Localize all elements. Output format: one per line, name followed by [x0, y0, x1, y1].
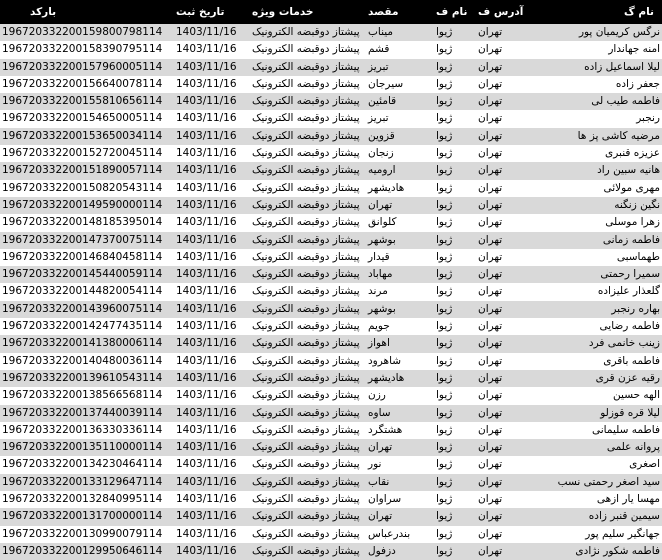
- cell-destination[interactable]: قیدار: [368, 250, 390, 263]
- cell-date[interactable]: 1403/11/16: [176, 112, 237, 125]
- cell-date[interactable]: 1403/11/16: [176, 129, 237, 142]
- cell-service[interactable]: پیشتاز دوقبضه الکترونیک: [252, 406, 360, 419]
- cell-barcode[interactable]: 196720332200140480036114: [2, 354, 163, 367]
- cell-destination[interactable]: مهاباد: [368, 268, 393, 281]
- cell-destination[interactable]: تهران: [368, 441, 393, 454]
- cell-service[interactable]: پیشتاز دوقبضه الکترونیک: [252, 441, 360, 454]
- cell-service[interactable]: پیشتاز دوقبضه الکترونیک: [252, 164, 360, 177]
- cell-address[interactable]: تهران: [478, 268, 503, 281]
- cell-name[interactable]: رقیه عزن قری: [595, 371, 660, 384]
- cell-date[interactable]: 1403/11/16: [176, 475, 237, 488]
- cell-barcode[interactable]: 196720332200144820054114: [2, 285, 163, 298]
- table-row[interactable]: [0, 76, 662, 93]
- cell-service[interactable]: پیشتاز دوقبضه الکترونیک: [252, 112, 360, 125]
- cell-service[interactable]: پیشتاز دوقبضه الکترونیک: [252, 233, 360, 246]
- cell-barcode[interactable]: 196720332200151890057114: [2, 164, 163, 177]
- table-row[interactable]: [0, 526, 662, 543]
- cell-destination[interactable]: دزفول: [368, 544, 396, 557]
- cell-name[interactable]: فاطمه شکور نژادی: [575, 544, 660, 557]
- cell-address[interactable]: تهران: [478, 26, 503, 38]
- table-row[interactable]: [0, 249, 662, 266]
- table-row[interactable]: [0, 422, 662, 439]
- cell-name[interactable]: پروانه علمی: [606, 441, 660, 454]
- cell-name[interactable]: فاطمه رضایی: [599, 320, 660, 333]
- cell-address[interactable]: تهران: [478, 95, 503, 108]
- cell-address[interactable]: تهران: [478, 250, 503, 263]
- cell-name[interactable]: فاطمه زمانی: [602, 233, 660, 246]
- cell-destination[interactable]: نقاب: [368, 475, 390, 488]
- cell-address[interactable]: تهران: [478, 43, 503, 56]
- cell-sender-name[interactable]: ژیوا: [436, 423, 453, 436]
- cell-service[interactable]: پیشتاز دوقبضه الکترونیک: [252, 320, 360, 333]
- cell-barcode[interactable]: 196720332200156640078114: [2, 77, 163, 90]
- cell-service[interactable]: پیشتاز دوقبضه الکترونیک: [252, 544, 360, 557]
- cell-name[interactable]: هانیه سبین راد: [597, 164, 660, 177]
- cell-sender-name[interactable]: ژیوا: [436, 26, 453, 38]
- table-row[interactable]: [0, 93, 662, 110]
- cell-barcode[interactable]: 196720332200130990079114: [2, 527, 163, 540]
- cell-destination[interactable]: شاهرود: [368, 354, 402, 367]
- cell-destination[interactable]: قزوین: [368, 129, 395, 142]
- cell-sender-name[interactable]: ژیوا: [436, 112, 453, 125]
- cell-sender-name[interactable]: ژیوا: [436, 354, 453, 367]
- cell-service[interactable]: پیشتاز دوقبضه الکترونیک: [252, 354, 360, 367]
- cell-name[interactable]: سید اصغر رحمتی نسب: [557, 475, 660, 488]
- table-row[interactable]: [0, 508, 662, 525]
- table-row[interactable]: [0, 318, 662, 335]
- cell-date[interactable]: 1403/11/16: [176, 337, 237, 350]
- cell-date[interactable]: 1403/11/16: [176, 181, 237, 194]
- cell-date[interactable]: 1403/11/16: [176, 354, 237, 367]
- cell-service[interactable]: پیشتاز دوقبضه الکترونیک: [252, 527, 360, 540]
- cell-date[interactable]: 1403/11/16: [176, 458, 237, 471]
- cell-sender-name[interactable]: ژیوا: [436, 60, 453, 73]
- table-row[interactable]: [0, 370, 662, 387]
- cell-barcode[interactable]: 196720332200150820543114: [2, 181, 163, 194]
- cell-address[interactable]: تهران: [478, 60, 503, 73]
- cell-service[interactable]: پیشتاز دوقبضه الکترونیک: [252, 302, 360, 315]
- cell-destination[interactable]: مرند: [368, 285, 388, 298]
- table-row[interactable]: [0, 162, 662, 179]
- cell-service[interactable]: پیشتاز دوقبضه الکترونیک: [252, 60, 360, 73]
- cell-destination[interactable]: سراوان: [368, 493, 402, 506]
- cell-address[interactable]: تهران: [478, 475, 503, 488]
- cell-barcode[interactable]: 196720332200134230464114: [2, 458, 163, 471]
- table-row[interactable]: [0, 456, 662, 473]
- cell-name[interactable]: رنجبر: [636, 112, 660, 125]
- cell-service[interactable]: پیشتاز دوقبضه الکترونیک: [252, 129, 360, 142]
- cell-destination[interactable]: تهران: [368, 198, 393, 211]
- cell-address[interactable]: تهران: [478, 458, 503, 471]
- cell-sender-name[interactable]: ژیوا: [436, 181, 453, 194]
- cell-sender-name[interactable]: ژیوا: [436, 493, 453, 506]
- cell-date[interactable]: 1403/11/16: [176, 250, 237, 263]
- cell-destination[interactable]: قشم: [368, 43, 390, 56]
- table-row[interactable]: [0, 283, 662, 300]
- cell-date[interactable]: 1403/11/16: [176, 302, 237, 315]
- cell-barcode[interactable]: 196720332200158390795114: [2, 43, 163, 56]
- cell-sender-name[interactable]: ژیوا: [436, 129, 453, 142]
- table-row[interactable]: [0, 405, 662, 422]
- cell-address[interactable]: تهران: [478, 302, 503, 315]
- cell-address[interactable]: تهران: [478, 164, 503, 177]
- cell-date[interactable]: 1403/11/16: [176, 510, 237, 523]
- cell-name[interactable]: فاطمه سلیمانی: [592, 423, 660, 436]
- cell-name[interactable]: فاطمه باقری: [603, 354, 660, 367]
- table-row[interactable]: [0, 41, 662, 58]
- cell-service[interactable]: پیشتاز دوقبضه الکترونیک: [252, 371, 360, 384]
- table-row[interactable]: [0, 59, 662, 76]
- cell-address[interactable]: تهران: [478, 320, 503, 333]
- header-barcode[interactable]: بارکد: [30, 6, 57, 18]
- table-row[interactable]: [0, 180, 662, 197]
- cell-service[interactable]: پیشتاز دوقبضه الکترونیک: [252, 493, 360, 506]
- header-service[interactable]: خدمات ویژه: [252, 6, 314, 18]
- cell-address[interactable]: تهران: [478, 441, 503, 454]
- cell-destination[interactable]: تهران: [368, 510, 393, 523]
- table-row[interactable]: [0, 543, 662, 560]
- table-row[interactable]: [0, 128, 662, 145]
- cell-name[interactable]: مرضیه کاشی پز ها: [577, 129, 660, 142]
- cell-destination[interactable]: بوشهر: [368, 302, 396, 315]
- cell-date[interactable]: 1403/11/16: [176, 320, 237, 333]
- cell-barcode[interactable]: 196720332200136330336114: [2, 423, 163, 436]
- cell-destination[interactable]: نور: [368, 458, 382, 471]
- cell-destination[interactable]: جویم: [368, 320, 390, 333]
- cell-date[interactable]: 1403/11/16: [176, 95, 237, 108]
- cell-date[interactable]: 1403/11/16: [176, 164, 237, 177]
- cell-sender-name[interactable]: ژیوا: [436, 216, 453, 229]
- cell-date[interactable]: 1403/11/16: [176, 268, 237, 281]
- cell-date[interactable]: 1403/11/16: [176, 371, 237, 384]
- cell-barcode[interactable]: 196720332200141380006114: [2, 337, 163, 350]
- header-destination[interactable]: مقصد: [368, 6, 399, 18]
- cell-barcode[interactable]: 196720332200139610543114: [2, 371, 163, 384]
- cell-address[interactable]: تهران: [478, 233, 503, 246]
- cell-sender-name[interactable]: ژیوا: [436, 406, 453, 419]
- cell-sender-name[interactable]: ژیوا: [436, 198, 453, 211]
- cell-address[interactable]: تهران: [478, 112, 503, 125]
- cell-sender-name[interactable]: ژیوا: [436, 43, 453, 56]
- cell-name[interactable]: فاطمه طیب لی: [591, 95, 660, 108]
- cell-barcode[interactable]: 196720332200153650034114: [2, 129, 163, 142]
- cell-destination[interactable]: رزن: [368, 389, 386, 402]
- cell-barcode[interactable]: 196720332200148185395014: [2, 216, 163, 229]
- cell-destination[interactable]: اهواز: [368, 337, 390, 350]
- cell-address[interactable]: تهران: [478, 493, 503, 506]
- cell-sender-name[interactable]: ژیوا: [436, 95, 453, 108]
- cell-address[interactable]: تهران: [478, 389, 503, 402]
- cell-name[interactable]: بهاره رنجبر: [611, 302, 660, 315]
- cell-sender-name[interactable]: ژیوا: [436, 527, 453, 540]
- cell-address[interactable]: تهران: [478, 77, 503, 90]
- cell-sender-name[interactable]: ژیوا: [436, 77, 453, 90]
- header-row: [0, 0, 662, 24]
- cell-service[interactable]: پیشتاز دوقبضه الکترونیک: [252, 77, 360, 90]
- cell-name[interactable]: الهه حسین: [613, 389, 660, 402]
- cell-service[interactable]: پیشتاز دوقبضه الکترونیک: [252, 181, 360, 194]
- cell-date[interactable]: 1403/11/16: [176, 198, 237, 211]
- table-row[interactable]: [0, 232, 662, 249]
- table-row[interactable]: [0, 197, 662, 214]
- cell-name[interactable]: جعفر زاده: [615, 77, 660, 90]
- table-row[interactable]: [0, 439, 662, 456]
- cell-name[interactable]: مهسا یار ازهی: [596, 493, 660, 506]
- cell-sender-name[interactable]: ژیوا: [436, 371, 453, 384]
- cell-date[interactable]: 1403/11/16: [176, 285, 237, 298]
- cell-destination[interactable]: بوشهر: [368, 233, 396, 246]
- cell-service[interactable]: پیشتاز دوقبضه الکترونیک: [252, 26, 360, 38]
- cell-service[interactable]: پیشتاز دوقبضه الکترونیک: [252, 250, 360, 263]
- cell-barcode[interactable]: 196720332200154650005114: [2, 112, 163, 125]
- cell-destination[interactable]: هادیشهر: [368, 371, 405, 384]
- cell-barcode[interactable]: 196720332200147370075114: [2, 233, 163, 246]
- cell-sender-name[interactable]: ژیوا: [436, 458, 453, 471]
- cell-sender-name[interactable]: ژیوا: [436, 337, 453, 350]
- cell-barcode[interactable]: 196720332200131700000114: [2, 510, 163, 523]
- cell-name[interactable]: لیلا قره قوزلو: [600, 406, 660, 419]
- cell-service[interactable]: پیشتاز دوقبضه الکترونیک: [252, 510, 360, 523]
- cell-name[interactable]: زهرا موسلی: [605, 216, 660, 229]
- cell-sender-name[interactable]: ژیوا: [436, 285, 453, 298]
- cell-name[interactable]: نرگس کریمیان پور: [578, 26, 660, 38]
- cell-address[interactable]: تهران: [478, 198, 503, 211]
- cell-destination[interactable]: بندرعباس: [368, 527, 411, 540]
- cell-date[interactable]: 1403/11/16: [176, 216, 237, 229]
- cell-barcode[interactable]: 196720332200155810656114: [2, 95, 163, 108]
- header-date[interactable]: تاریخ ثبت: [176, 6, 225, 18]
- cell-destination[interactable]: هادیشهر: [368, 181, 405, 194]
- header-sender-name[interactable]: نام ف: [436, 6, 468, 18]
- cell-barcode[interactable]: 196720332200138566568114: [2, 389, 163, 402]
- cell-barcode[interactable]: 196720332200143960075114: [2, 302, 163, 315]
- cell-service[interactable]: پیشتاز دوقبضه الکترونیک: [252, 95, 360, 108]
- table-row[interactable]: [0, 474, 662, 491]
- header-address[interactable]: آدرس ف: [478, 6, 524, 18]
- cell-sender-name[interactable]: ژیوا: [436, 320, 453, 333]
- cell-service[interactable]: پیشتاز دوقبضه الکترونیک: [252, 285, 360, 298]
- table-row[interactable]: [0, 145, 662, 162]
- table-row[interactable]: [0, 491, 662, 508]
- cell-address[interactable]: تهران: [478, 181, 503, 194]
- cell-address[interactable]: تهران: [478, 423, 503, 436]
- table-row[interactable]: [0, 387, 662, 404]
- cell-service[interactable]: پیشتاز دوقبضه الکترونیک: [252, 458, 360, 471]
- cell-barcode[interactable]: 196720332200149590000114: [2, 198, 163, 211]
- cell-destination[interactable]: ساوه: [368, 406, 391, 419]
- cell-date[interactable]: 1403/11/16: [176, 77, 237, 90]
- cell-address[interactable]: تهران: [478, 216, 503, 229]
- cell-destination[interactable]: تبریز: [368, 60, 389, 73]
- cell-sender-name[interactable]: ژیوا: [436, 544, 453, 557]
- cell-sender-name[interactable]: ژیوا: [436, 389, 453, 402]
- cell-service[interactable]: پیشتاز دوقبضه الکترونیک: [252, 268, 360, 281]
- cell-destination[interactable]: ارومیه: [368, 164, 396, 177]
- cell-address[interactable]: تهران: [478, 371, 503, 384]
- cell-date[interactable]: 1403/11/16: [176, 441, 237, 454]
- cell-name[interactable]: جهانگیر سلیم پور: [585, 527, 660, 540]
- cell-name[interactable]: زینب خانمی فرد: [588, 337, 660, 350]
- cell-barcode[interactable]: 196720332200137440039114: [2, 406, 163, 419]
- cell-name[interactable]: سیمین قنبر زاده: [588, 510, 660, 523]
- table-row[interactable]: [0, 266, 662, 283]
- cell-sender-name[interactable]: ژیوا: [436, 510, 453, 523]
- table-row[interactable]: [0, 24, 662, 41]
- cell-barcode[interactable]: 196720332200152720045114: [2, 147, 163, 160]
- cell-service[interactable]: پیشتاز دوقبضه الکترونیک: [252, 389, 360, 402]
- cell-barcode[interactable]: 196720332200146840458114: [2, 250, 163, 263]
- cell-address[interactable]: تهران: [478, 337, 503, 350]
- cell-sender-name[interactable]: ژیوا: [436, 475, 453, 488]
- cell-service[interactable]: پیشتاز دوقبضه الکترونیک: [252, 198, 360, 211]
- table-row[interactable]: [0, 110, 662, 127]
- cell-date[interactable]: 1403/11/16: [176, 389, 237, 402]
- cell-name[interactable]: نگین زنگنه: [614, 198, 660, 211]
- cell-address[interactable]: تهران: [478, 510, 503, 523]
- cell-sender-name[interactable]: ژیوا: [436, 302, 453, 315]
- cell-date[interactable]: 1403/11/16: [176, 423, 237, 436]
- cell-sender-name[interactable]: ژیوا: [436, 164, 453, 177]
- cell-service[interactable]: پیشتاز دوقبضه الکترونیک: [252, 337, 360, 350]
- cell-name[interactable]: عزیزه قنبری: [605, 147, 660, 160]
- cell-address[interactable]: تهران: [478, 147, 503, 160]
- header-name[interactable]: نام گ: [624, 6, 654, 18]
- cell-name[interactable]: سمیرا رحمتی: [600, 268, 660, 281]
- cell-service[interactable]: پیشتاز دوقبضه الکترونیک: [252, 423, 360, 436]
- cell-date[interactable]: 1403/11/16: [176, 493, 237, 506]
- cell-date[interactable]: 1403/11/16: [176, 43, 237, 56]
- cell-barcode[interactable]: 196720332200129950646114: [2, 544, 163, 557]
- cell-date[interactable]: 1403/11/16: [176, 60, 237, 73]
- cell-service[interactable]: پیشتاز دوقبضه الکترونیک: [252, 475, 360, 488]
- cell-name[interactable]: طهماسبی: [616, 250, 660, 263]
- cell-barcode[interactable]: 196720332200133129647114: [2, 475, 163, 488]
- cell-name[interactable]: امنه جهاندار: [608, 43, 660, 56]
- table-row[interactable]: [0, 353, 662, 370]
- table-row[interactable]: [0, 301, 662, 318]
- cell-date[interactable]: 1403/11/16: [176, 233, 237, 246]
- cell-barcode[interactable]: 196720332200145440059114: [2, 268, 163, 281]
- cell-barcode[interactable]: 196720332200132840995114: [2, 493, 163, 506]
- cell-barcode[interactable]: 196720332200135110000114: [2, 441, 163, 454]
- cell-destination[interactable]: زنجان: [368, 147, 394, 160]
- cell-address[interactable]: تهران: [478, 544, 503, 557]
- table-row[interactable]: [0, 335, 662, 352]
- cell-destination[interactable]: هشتگرد: [368, 423, 403, 436]
- cell-sender-name[interactable]: ژیوا: [436, 233, 453, 246]
- cell-sender-name[interactable]: ژیوا: [436, 268, 453, 281]
- cell-service[interactable]: پیشتاز دوقبضه الکترونیک: [252, 147, 360, 160]
- cell-address[interactable]: تهران: [478, 527, 503, 540]
- table-row[interactable]: [0, 214, 662, 231]
- cell-date[interactable]: 1403/11/16: [176, 544, 237, 557]
- cell-sender-name[interactable]: ژیوا: [436, 147, 453, 160]
- cell-destination[interactable]: سیرجان: [368, 77, 404, 90]
- cell-destination[interactable]: میناب: [368, 26, 394, 38]
- cell-address[interactable]: تهران: [478, 129, 503, 142]
- cell-sender-name[interactable]: ژیوا: [436, 441, 453, 454]
- cell-destination[interactable]: قامئین: [368, 95, 397, 108]
- cell-name[interactable]: مهری مولائی: [603, 181, 660, 194]
- cell-name[interactable]: گلعذار علیزاده: [597, 285, 660, 298]
- cell-name[interactable]: اصغری: [629, 458, 660, 471]
- cell-barcode[interactable]: 196720332200157960005114: [2, 60, 163, 73]
- cell-date[interactable]: 1403/11/16: [176, 527, 237, 540]
- cell-destination[interactable]: کلوانق: [368, 216, 397, 229]
- cell-destination[interactable]: تبریز: [368, 112, 389, 125]
- cell-address[interactable]: تهران: [478, 406, 503, 419]
- cell-address[interactable]: تهران: [478, 285, 503, 298]
- cell-address[interactable]: تهران: [478, 354, 503, 367]
- cell-date[interactable]: 1403/11/16: [176, 406, 237, 419]
- cell-name[interactable]: لیلا اسماعیل زاده: [584, 60, 660, 73]
- cell-barcode[interactable]: 196720332200159800798114: [2, 26, 163, 38]
- cell-date[interactable]: 1403/11/16: [176, 147, 237, 160]
- cell-service[interactable]: پیشتاز دوقبضه الکترونیک: [252, 43, 360, 56]
- cell-date[interactable]: 1403/11/16: [176, 26, 237, 38]
- cell-sender-name[interactable]: ژیوا: [436, 250, 453, 263]
- cell-service[interactable]: پیشتاز دوقبضه الکترونیک: [252, 216, 360, 229]
- cell-barcode[interactable]: 196720332200142477435114: [2, 320, 163, 333]
